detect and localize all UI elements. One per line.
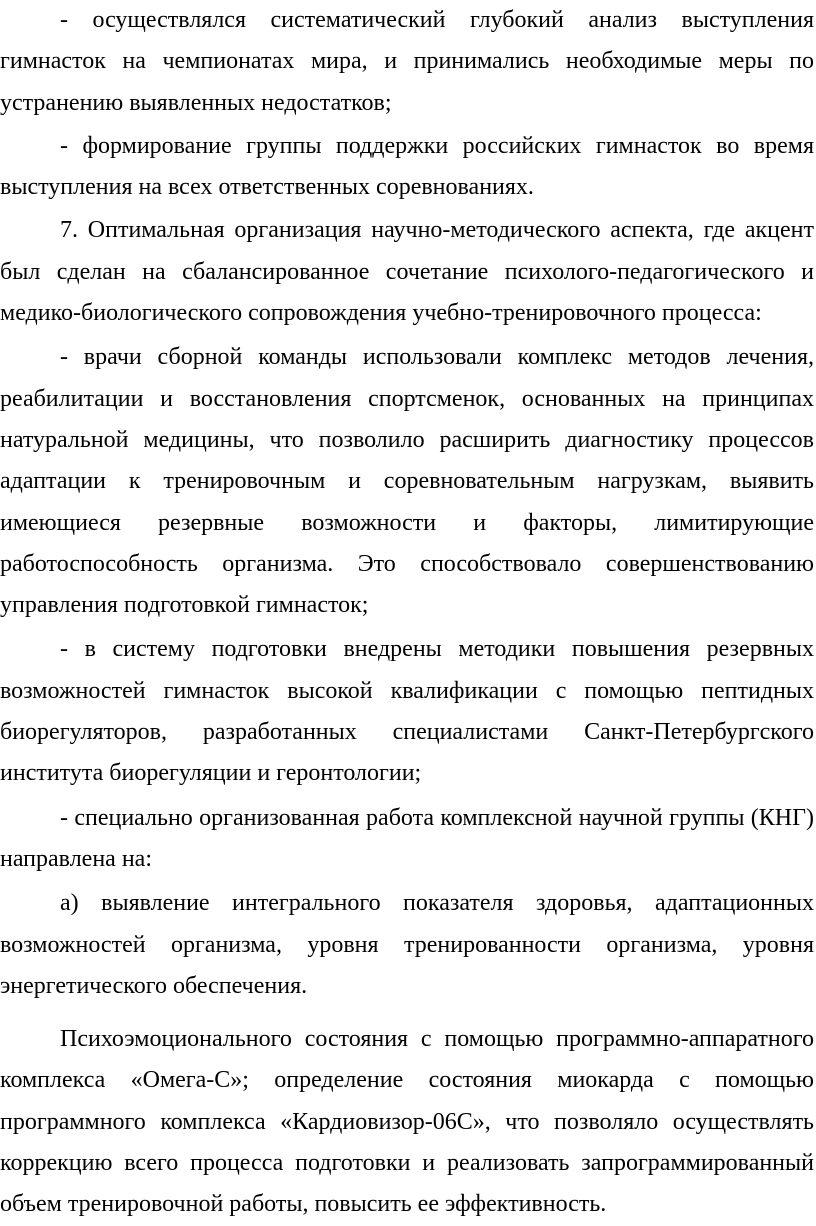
paragraph-integral-indicator: а) выявление интегрального показателя здоровья, адаптационных возможностей организма, уровня тренированности организма, уровня энергетического обеспечения. bbox=[0, 890, 814, 999]
paragraph-team-doctors: - врачи сборной команды использовали комплекс методов лечения, реабилитации и восстановления спортсменок, основанных на принципах натуральной медицины, что позволило расширить диагностику процессов адаптации к тренировочным и соревновательным нагрузкам, выявить имеющиеся резервные возможности и факторы, лимитирующие работоспособность организма. Это способствовало совершенствованию управления подготовкой гимнасток; bbox=[0, 344, 814, 619]
paragraph-scientific-organization: 7. Оптимальная организация научно-методического аспекта, где акцент был сделан на сбалансированное сочетание психолого-педагогического и медико-биологического сопровождения учебно-тренировочного процесса: bbox=[0, 217, 814, 327]
paragraph-analysis: - осуществлялся систематический глубокий анализ выступления гимнасток на чемпионатах мира, и принимались необходимые меры по устранению выявленных недостатков; bbox=[0, 7, 814, 116]
paragraph-support-group: - формирование группы поддержки российских гимнасток во время выступления на всех ответственных соревнованиях. bbox=[0, 132, 814, 201]
paragraph-psychoemotional-state: Психоэмоционального состояния с помощью программно-аппаратного комплекса «Омега-С»; определение состояния миокарда с помощью программного комплекса «Кардиовизор-06С», что позволяло осуществлять коррекцию всего процесса подготовки и реализовать запрограммированный объем тренировочной работы, повысить ее эффективность. bbox=[0, 1026, 814, 1218]
paragraph-kng-work: - специально организованная работа комплексной научной группы (КНГ) направлена на: bbox=[0, 804, 814, 872]
paragraph-peptide-bioregulators: - в систему подготовки внедрены методики повышения резервных возможностей гимнасток высокой квалификации с помощью пептидных биорегуляторов, разработанных специалистами Санкт-Петербургского института биорегуляции и геронтологии; bbox=[0, 636, 814, 787]
